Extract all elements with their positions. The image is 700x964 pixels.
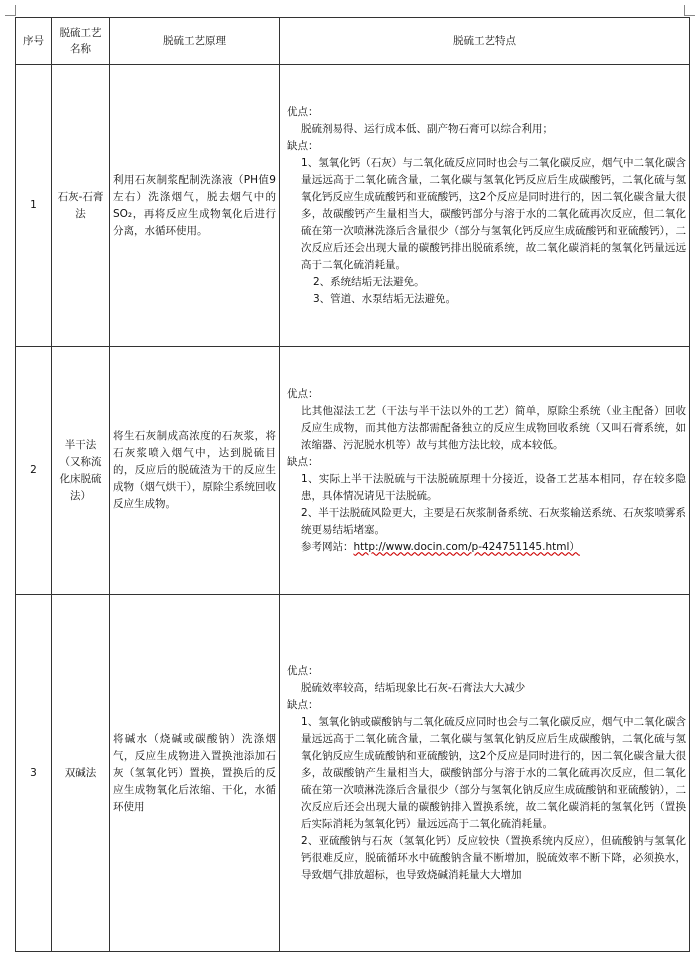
table-row bbox=[16, 347, 690, 595]
table-row bbox=[16, 595, 690, 952]
feature-heading bbox=[283, 697, 686, 714]
row-number: 2 bbox=[16, 347, 52, 595]
feature-paragraph bbox=[283, 403, 686, 454]
header-principle: 脱硫工艺原理 bbox=[110, 18, 280, 65]
process-principle: 利用石灰制浆配制洗涤液（PH值9左右）洗涤烟气，脱去烟气中的SO₂，再将反应生成物氧化后进行分离，水循环使用。 bbox=[110, 65, 280, 347]
feature-paragraph bbox=[283, 539, 686, 556]
feature-paragraph bbox=[283, 833, 686, 884]
process-features bbox=[280, 347, 690, 595]
feature-paragraph bbox=[283, 471, 686, 505]
process-principle: 将碱水（烧碱或碳酸钠）洗涤烟气，反应生成物进入置换池添加石灰（氢氧化钙）置换，置换后的反应生成物氧化后浓缩、干化，水循环使用 bbox=[110, 595, 280, 952]
feature-text: 优点： bbox=[287, 664, 319, 677]
table-row bbox=[16, 65, 690, 347]
reference-link[interactable]: http://www.docin.com/p-424751145.html） bbox=[353, 540, 580, 553]
feature-heading bbox=[283, 138, 686, 155]
header-no: 序号 bbox=[16, 18, 52, 65]
process-principle: 将生石灰制成高浓度的石灰浆，将石灰浆喷入烟气中，达到脱硫目的，反应后的脱硫渣为干的反应生成物（烟气烘干），原除尘系统回收反应生成物。 bbox=[110, 347, 280, 595]
feature-text: 1、氢氧化钙（石灰）与二氧化硫反应同时也会与二氧化碳反应，烟气中二氧化碳含量远远高于二氧化硫含量，二氧化碳与氢氧化钙反应后生成碳酸钙，二氧化硫与氢氧化钙反应生成硫酸钙和亚硫酸钙，这2个反应是同时进行的，因二氧化碳含量大很多，故碳酸钙产生量相当大，碳酸钙部分与溶于水的二氧化硫再次反应，但二氧化硫在第一次喷淋洗涤后含量很少（部分与氢氧化钙反应生成硫酸钙和亚硫酸钙），二次反应后还会出现大量的碳酸钙排出脱硫系统，故二氧化碳消耗的氢氧化钙量远远高于二氧化硫消耗量。 bbox=[301, 156, 686, 271]
feature-text: 2、亚硫酸钠与石灰（氢氧化钙）反应较快（置换系统内反应），但硫酸钠与氢氧化钙很难反应，脱硫循环水中硫酸钠含量不断增加，脱硫效率不断下降，必须换水，导致烟气排放超标，也导致烧碱消耗量大大增加 bbox=[301, 834, 686, 881]
process-name: 石灰-石膏法 bbox=[52, 65, 110, 347]
feature-text: 缺点： bbox=[287, 455, 319, 468]
feature-heading bbox=[283, 663, 686, 680]
feature-paragraph bbox=[283, 714, 686, 833]
page-corner-mark-left bbox=[5, 5, 16, 16]
feature-text: 3、管道、水泵结垢无法避免。 bbox=[313, 292, 457, 305]
feature-heading bbox=[283, 454, 686, 471]
feature-text: 缺点： bbox=[287, 139, 319, 152]
row-number: 1 bbox=[16, 65, 52, 347]
feature-paragraph bbox=[283, 274, 686, 291]
feature-text: 优点： bbox=[287, 105, 319, 118]
feature-paragraph bbox=[283, 121, 686, 138]
feature-heading bbox=[283, 386, 686, 403]
feature-paragraph bbox=[283, 155, 686, 274]
feature-heading bbox=[283, 104, 686, 121]
feature-paragraph bbox=[283, 505, 686, 539]
page-corner-mark-right bbox=[684, 5, 695, 16]
desulfurization-process-table bbox=[15, 17, 690, 952]
process-name: 半干法（又称流化床脱硫法） bbox=[52, 347, 110, 595]
header-name: 脱硫工艺名称 bbox=[52, 18, 110, 65]
row-number: 3 bbox=[16, 595, 52, 952]
feature-paragraph bbox=[283, 291, 686, 308]
feature-paragraph bbox=[283, 680, 686, 697]
process-features bbox=[280, 595, 690, 952]
header-features: 脱硫工艺特点 bbox=[280, 18, 690, 65]
process-name: 双碱法 bbox=[52, 595, 110, 952]
feature-text: 参考网站： bbox=[301, 540, 354, 553]
feature-text: 2、半干法脱硫风险更大，主要是石灰浆制备系统、石灰浆输送系统、石灰浆喷雾系统更易结垢堵塞。 bbox=[301, 506, 686, 536]
feature-text: 1、实际上半干法脱硫与干法脱硫原理十分接近，设备工艺基本相同，存在较多隐患，具体情况请见干法脱硫。 bbox=[301, 472, 686, 502]
feature-text: 比其他湿法工艺（干法与半干法以外的工艺）简单，原除尘系统（业主配备）回收反应生成物，而其他方法都需配备独立的反应生成物回收系统（又叫石膏系统，如浓缩器、污泥脱水机等）故与其他方法比较，成本较低。 bbox=[301, 404, 686, 451]
table-header-row bbox=[16, 18, 690, 65]
feature-text: 优点： bbox=[287, 387, 319, 400]
feature-text: 2、系统结垢无法避免。 bbox=[313, 275, 425, 288]
feature-text: 脱硫效率较高，结垢现象比石灰-石膏法大大减少 bbox=[301, 681, 526, 694]
process-features bbox=[280, 65, 690, 347]
feature-text: 1、氢氧化钠或碳酸钠与二氧化硫反应同时也会与二氧化碳反应，烟气中二氧化碳含量远远高于二氧化硫含量，二氧化碳与氢氧化钠反应后生成碳酸钠，二氧化硫与氢氧化钠反应生成硫酸钠和亚硫酸钠，这2个反应是同时进行的，因二氧化碳含量大很多，故碳酸钠产生量相当大，碳酸钠部分与溶于水的二氧化硫再次反应，但二氧化硫在第一次喷淋洗涤后含量很少（部分与氢氧化钠反应生成硫酸钠和亚硫酸钠），二次反应后还会出现大量的碳酸钠排入置换系统，故二氧化碳消耗的氢氧化钙（置换后实际消耗为氢氧化钙）量远远高于二氧化硫消耗量。 bbox=[301, 715, 686, 830]
feature-text: 脱硫剂易得、运行成本低、副产物石膏可以综合利用； bbox=[301, 122, 553, 135]
feature-text: 缺点： bbox=[287, 698, 319, 711]
